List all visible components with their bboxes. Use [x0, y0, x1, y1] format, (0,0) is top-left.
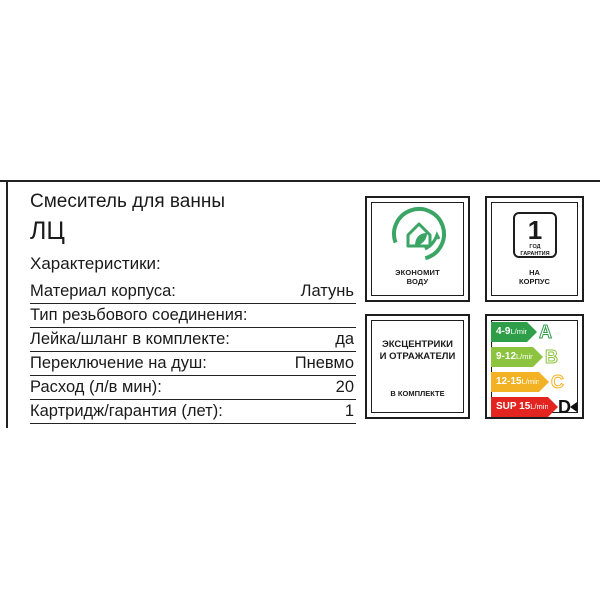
eco-water-saving-badge — [365, 196, 470, 302]
spec-value: да — [335, 330, 354, 348]
warranty-years-box: 1 ГОД ГАРАНТИЯ — [513, 212, 557, 258]
product-label-card — [0, 180, 600, 426]
eco-caption: ЭКОНОМИТ ВОДУ — [395, 268, 440, 286]
spec-row-flow-rate — [30, 376, 356, 400]
eccentrics-title: ЭКСЦЕНТРИКИ И ОТРАЖАТЕЛИ — [379, 339, 456, 362]
spec-row-shower-switch — [30, 352, 356, 376]
spec-value: 20 — [335, 378, 354, 396]
spec-row-thread-type — [30, 304, 356, 328]
flow-band-d: SUP 15L/min — [491, 397, 548, 417]
spec-row-body-material — [30, 280, 356, 304]
spec-value: 1 — [344, 402, 354, 420]
spec-row-hose-included — [30, 328, 356, 352]
spec-label: Переключение на душ: — [30, 354, 207, 372]
flow-class-letter: C — [551, 372, 564, 392]
spec-label: Тип резьбового соединения: — [30, 306, 248, 324]
flow-band-b: 9-12L/min — [491, 347, 533, 367]
eccentrics-included-badge — [365, 314, 470, 419]
spec-label: Картридж/гарантия (лет): — [30, 402, 223, 420]
warranty-caption: НА КОРПУС — [519, 268, 550, 286]
flow-band-a: 4-9L/min — [491, 322, 527, 342]
product-title: Смеситель для ванны — [30, 191, 225, 212]
spec-label: Расход (л/в мин): — [30, 378, 162, 396]
flow-rate-rating-panel — [485, 314, 584, 419]
product-model: ЛЦ — [30, 217, 65, 245]
spec-label: Материал корпуса: — [30, 282, 176, 300]
spec-row-cartridge-warranty — [30, 400, 356, 424]
eccentrics-note: В КОМПЛЕКТЕ — [390, 389, 445, 398]
flow-band-c: 12-15L/min — [491, 372, 539, 392]
flow-class-letter: B — [545, 347, 558, 367]
flow-class-letter: A — [539, 322, 552, 342]
specs-heading: Характеристики: — [30, 254, 161, 273]
eco-house-leaf-icon — [391, 206, 447, 262]
warranty-years: 1 — [527, 215, 543, 245]
spec-label: Лейка/шланг в комплекте: — [30, 330, 230, 348]
current-class-pointer-icon — [570, 402, 577, 412]
warranty-badge — [485, 196, 584, 302]
flow-class-letter-current: D — [558, 397, 571, 417]
spec-value: Латунь — [300, 282, 354, 300]
spec-value: Пневмо — [294, 354, 354, 372]
